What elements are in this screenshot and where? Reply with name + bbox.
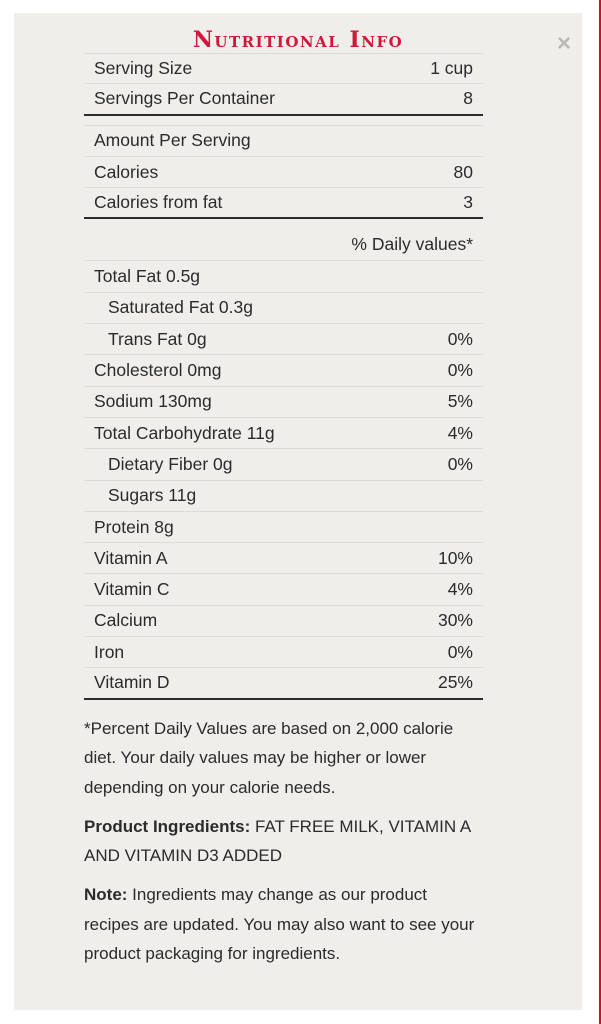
note-text: Ingredients may change as our product recipes are updated. You may also want to see your product packaging for ingredients.	[84, 885, 475, 964]
calories-from-fat-label: Calories from fat	[94, 192, 223, 213]
nutrient-daily-value: 0%	[447, 360, 473, 381]
nutrient-label: Vitamin C	[94, 579, 170, 600]
calories-row	[84, 157, 483, 188]
note-label: Note:	[84, 885, 128, 905]
servings-per-container-row	[84, 84, 483, 115]
daily-values-header: % Daily values*	[351, 234, 473, 255]
serving-size-value: 1 cup	[430, 58, 473, 79]
percent-daily-note: *Percent Daily Values are based on 2,000 calorie diet. Your daily values may be higher or lower depending on your calorie needs.	[84, 719, 454, 797]
nutrient-daily-value: 25%	[437, 672, 473, 693]
nutrient-label: Iron	[94, 641, 125, 662]
serving-size-label: Serving Size	[94, 58, 193, 79]
nutrient-daily-value: 4%	[447, 422, 473, 443]
nutrient-row	[84, 293, 483, 324]
nutrient-row	[84, 481, 483, 512]
nutrient-label: Protein 8g	[94, 516, 174, 537]
nutrient-label: Trans Fat 0g	[108, 328, 207, 349]
nutrient-daily-value: 5%	[447, 391, 473, 412]
nutrient-row	[84, 418, 483, 449]
daily-values-list	[84, 261, 483, 699]
footnotes	[84, 714, 484, 978]
nutrient-daily-value: 4%	[447, 579, 473, 600]
nutrient-label: Sugars 11g	[108, 485, 197, 506]
nutrient-daily-value: 0%	[447, 328, 473, 349]
nutrient-label: Sodium 130mg	[94, 391, 212, 412]
servings-per-container-label: Servings Per Container	[94, 88, 275, 109]
nutrient-label: Total Carbohydrate 11g	[94, 422, 275, 443]
nutrient-row	[84, 668, 483, 699]
calories-value: 80	[453, 161, 473, 182]
nutrient-row	[84, 387, 483, 418]
nutrient-label: Saturated Fat 0.3g	[108, 297, 253, 318]
daily-values-header-row	[84, 219, 483, 261]
nutrient-label: Vitamin A	[94, 547, 168, 568]
close-icon[interactable]: ×	[556, 30, 571, 57]
nutrient-label: Cholesterol 0mg	[94, 360, 222, 381]
amount-per-serving-row	[84, 126, 483, 157]
nutrient-daily-value: 10%	[437, 547, 473, 568]
ingredients-paragraph	[84, 812, 484, 871]
calories-label: Calories	[94, 161, 159, 182]
modal-title: Nutritional Info	[192, 27, 404, 53]
nutrition-facts-table	[84, 53, 483, 700]
nutrient-label: Dietary Fiber 0g	[108, 453, 233, 474]
serving-size-row	[84, 53, 483, 84]
nutrient-daily-value: 0%	[447, 641, 473, 662]
servings-per-container-value: 8	[463, 88, 473, 109]
nutrient-label: Calcium	[94, 610, 158, 631]
nutrient-row	[84, 637, 483, 668]
nutrient-label: Vitamin D	[94, 672, 170, 693]
nutrient-row	[84, 512, 483, 543]
nutrient-daily-value: 30%	[437, 610, 473, 631]
nutrient-row	[84, 449, 483, 480]
nutrient-row	[84, 606, 483, 637]
ingredients-label: Product Ingredients:	[84, 816, 251, 836]
nutrient-row	[84, 261, 483, 292]
calories-from-fat-row	[84, 188, 483, 219]
nutrient-row	[84, 574, 483, 605]
nutrient-row	[84, 543, 483, 574]
nutrient-daily-value: 0%	[447, 453, 473, 474]
calories-from-fat-value: 3	[463, 192, 473, 213]
amount-per-serving-label: Amount Per Serving	[94, 130, 251, 151]
nutrient-label: Total Fat 0.5g	[94, 266, 201, 287]
ingredients-text: FAT FREE MILK, VITAMIN A AND VITAMIN D3 ADDED	[84, 816, 471, 866]
nutrient-row	[84, 355, 483, 386]
section-spacer	[84, 116, 483, 126]
note-paragraph	[84, 880, 484, 968]
nutrient-row	[84, 324, 483, 355]
